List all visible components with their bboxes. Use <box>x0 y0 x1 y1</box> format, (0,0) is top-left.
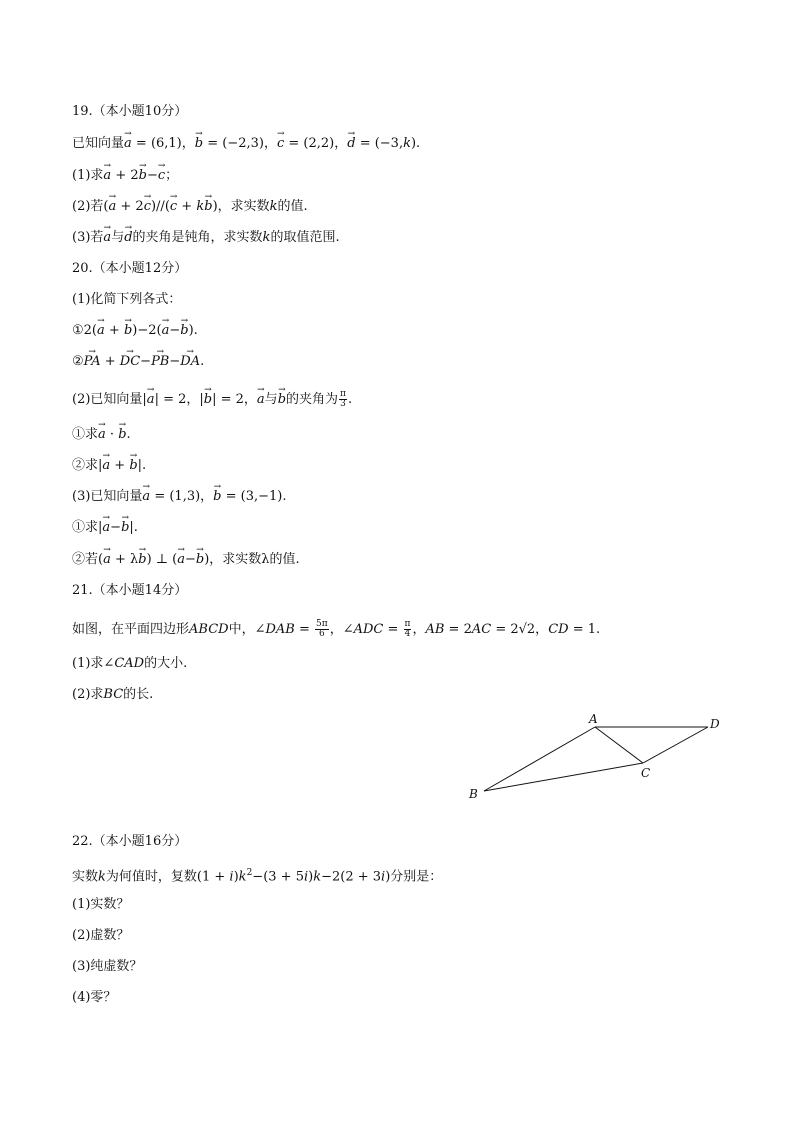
label-A: A <box>589 712 598 726</box>
label-C: C <box>641 766 651 780</box>
q20-part1a: ①2(→ a + → b)−2(→ a−→ b). <box>72 323 198 339</box>
q20-part1b: ②→ PA + → DC−→ PB−→ DA. <box>72 354 204 370</box>
q22-part2: (2)虚数？ <box>72 928 130 943</box>
frac-5pi-6: $\frac{5\pi}{6}$ <box>316 619 328 639</box>
q20-part2: (2)已知向量|→ a| = 2，|→ b| = 2，→ a与→ b的夹角为 $\frac{\pi}{3}$ . <box>72 390 352 409</box>
q22-part1: (1)实数？ <box>72 897 130 912</box>
frac-pi-4: $\frac{\pi}{4}$ <box>404 619 411 639</box>
q19-part1: (1)求→ a + 2→ b−→ c； <box>72 168 178 184</box>
q19-part3: (3)若→ a与→ d的夹角是钝角，求实数k的取值范围. <box>72 230 340 246</box>
segment-AC <box>595 727 643 763</box>
q22-header: 22.（本小题16分） <box>72 834 188 849</box>
q21-part1: (1)求∠CAD的大小. <box>72 656 188 671</box>
q20-part2b: ②求|→ a + → b|. <box>72 458 146 474</box>
q22-part4: (4)零？ <box>72 990 117 1005</box>
q20-header: 20.（本小题12分） <box>72 261 188 276</box>
q19-part2: (2)若(→ a + 2→ c)//(→ c + k→ b)，求实数k的值. <box>72 199 308 215</box>
q20-part3b: ②若(→ a + λ→ b) ⊥ (→ a−→ b)，求实数λ的值. <box>72 552 300 568</box>
q21-header: 21.（本小题14分） <box>72 583 188 598</box>
q22-part3: (3)纯虚数？ <box>72 959 143 974</box>
q20-part3a: ①求|→ a−→ b|. <box>72 520 138 536</box>
frac-pi-3: $\frac{\pi}{3}$ <box>340 389 346 409</box>
segment-CD <box>643 727 708 763</box>
label-B: B <box>469 787 478 801</box>
quadrilateral-figure <box>460 708 730 808</box>
q21-part2: (2)求BC的长. <box>72 687 154 702</box>
q19-header: 19.（本小题10分） <box>72 104 188 119</box>
q20-part2a: ①求→ a · → b. <box>72 427 131 443</box>
q22-given: 实数k为何值时，复数$(1 + i)k^2-(3 + 5i)k-2(2 + 3i)$分别是： <box>72 868 443 885</box>
label-D: D <box>710 717 720 731</box>
q21-given: 如图，在平面四边形ABCD中，∠DAB = $\frac{5\pi}{6}$ ，∠ADC = $\frac{\pi}{4}$ ，AB = 2AC = 2√2，CD = 1. <box>72 619 601 639</box>
q19-given: 已知向量→ a = (6,1)，→ b = (−2,3)，→ c = (2,2)，→ d = (−3,k). <box>72 136 420 152</box>
q20-part1: (1)化简下列各式： <box>72 292 182 307</box>
q20-part3: (3)已知向量→ a = (1,3)，→ b = (3,−1). <box>72 489 287 505</box>
